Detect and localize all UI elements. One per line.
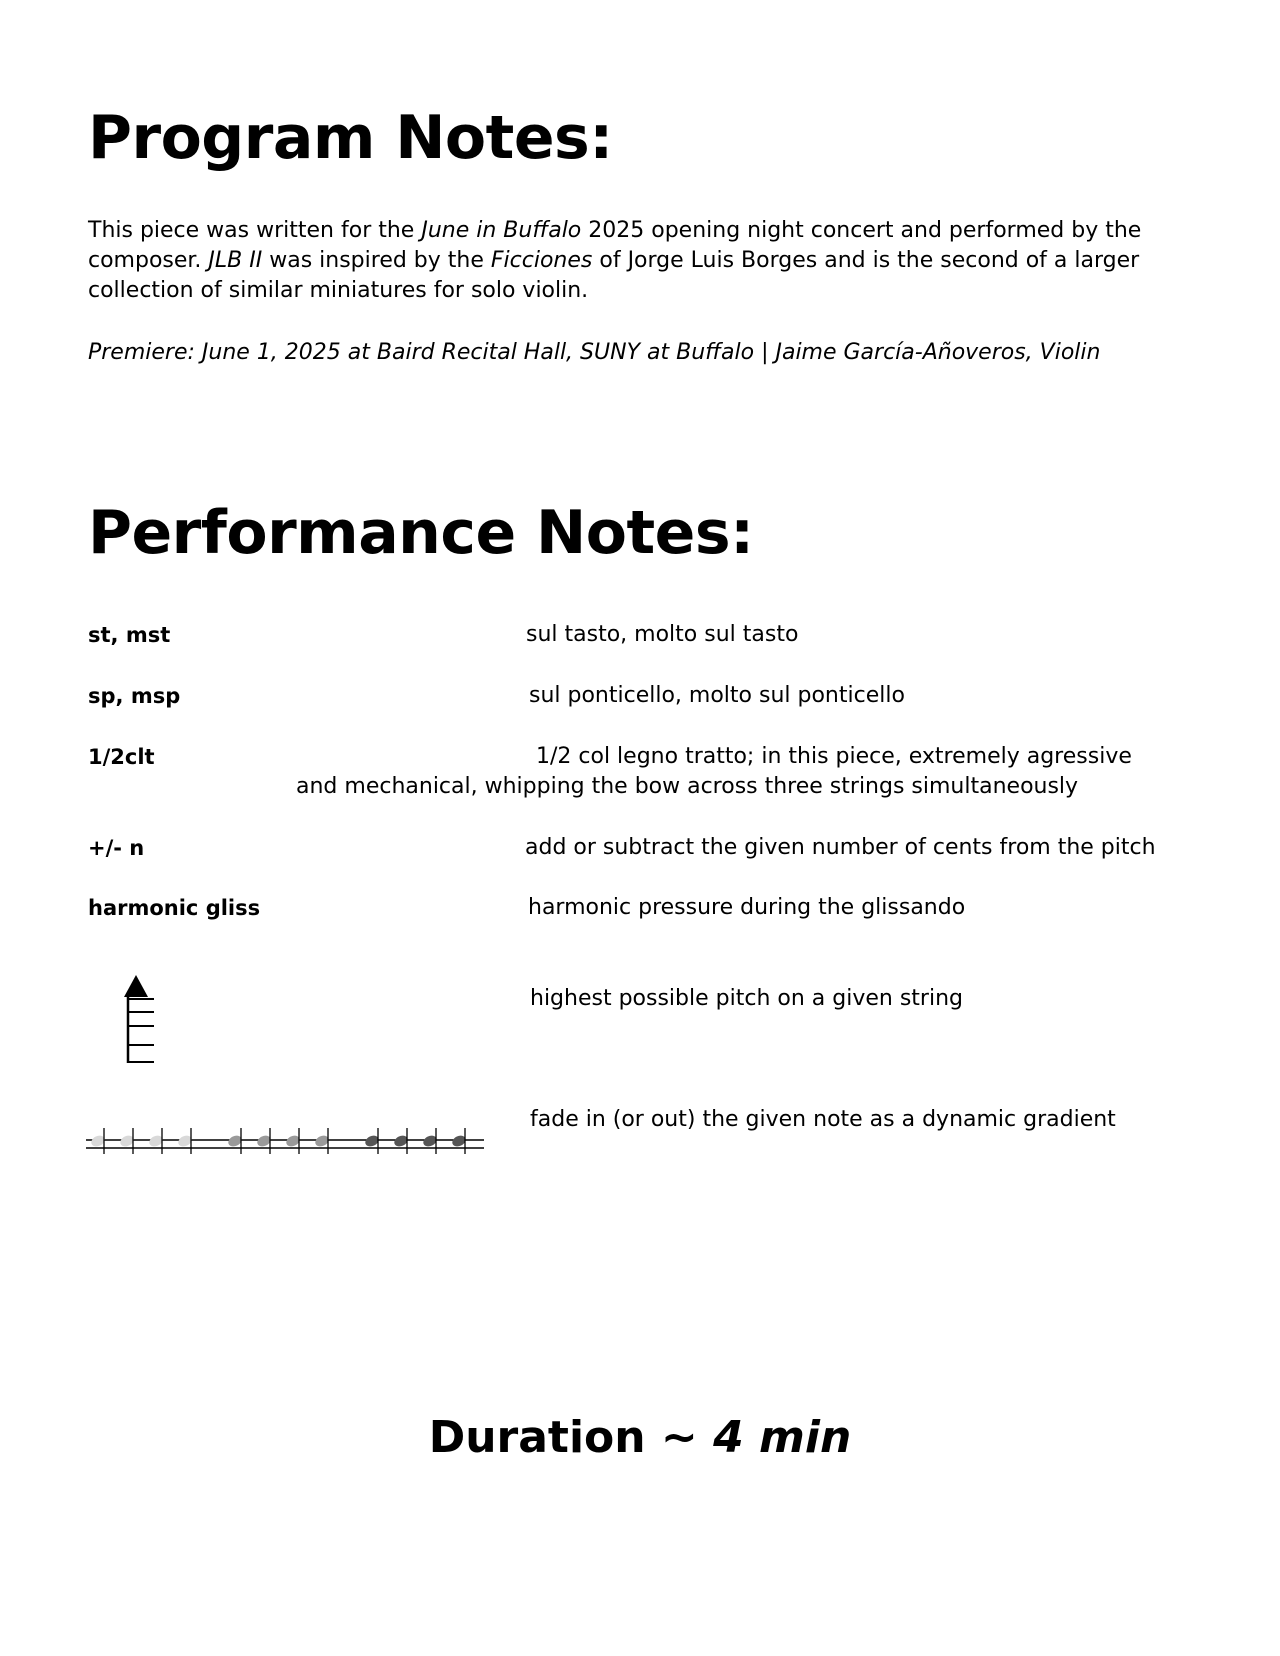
term-half-clt: 1/2clt <box>88 745 155 769</box>
note-group-dark <box>364 1128 468 1154</box>
paragraph-text-1: This piece was written for the <box>88 218 422 243</box>
paragraph-text-2: 2025 opening night concert and performed by the composer. <box>88 218 1142 273</box>
piece-title: JLB II <box>208 248 263 273</box>
highest-pitch-triangle <box>124 975 148 997</box>
term-st-mst: st, mst <box>88 623 171 647</box>
desc-cents: add or subtract the given number of cents from the pitch <box>525 835 1156 860</box>
note-group-light <box>90 1128 194 1154</box>
program-notes-paragraph <box>88 216 1198 306</box>
duration-line <box>0 1412 1280 1463</box>
desc-highest-pitch: highest possible pitch on a given string <box>530 986 963 1011</box>
desc-harmonic-gliss: harmonic pressure during the glissando <box>528 895 966 920</box>
event-name: June in Buffalo <box>421 218 582 243</box>
performance-notes-heading: Performance Notes: <box>88 498 754 568</box>
book-title: Ficciones <box>490 248 593 273</box>
dynamic-gradient-icon <box>86 1120 486 1162</box>
term-sp-msp: sp, msp <box>88 684 181 708</box>
desc-st-mst: sul tasto, molto sul tasto <box>526 622 799 647</box>
term-cents: +/- n <box>88 836 145 860</box>
highest-pitch-icon <box>118 975 158 1065</box>
paragraph-text-4: of Jorge Luis Borges and is the second of a larger collection of similar miniatures for solo violin. <box>88 248 1140 303</box>
term-harmonic-gliss: harmonic gliss <box>88 896 261 920</box>
desc-sp-msp: sul ponticello, molto sul ponticello <box>529 683 905 708</box>
duration-value: 4 min <box>713 1412 852 1463</box>
premiere-line: Premiere: June 1, 2025 at Baird Recital Hall, SUNY at Buffalo | Jaime García-Añoveros, Violin <box>88 340 1101 365</box>
desc-half-clt: 1/2 col legno tratto; in this piece, extremely agressive and mechanical, whipping the bow across three strings simultaneously <box>296 744 1132 799</box>
note-group-medium <box>227 1128 331 1154</box>
paragraph-text-3: was inspired by the <box>262 248 491 273</box>
program-notes-heading: Program Notes: <box>88 103 613 173</box>
duration-label: Duration ~ <box>428 1412 714 1463</box>
desc-dynamic-gradient: fade in (or out) the given note as a dynamic gradient <box>530 1107 1116 1132</box>
